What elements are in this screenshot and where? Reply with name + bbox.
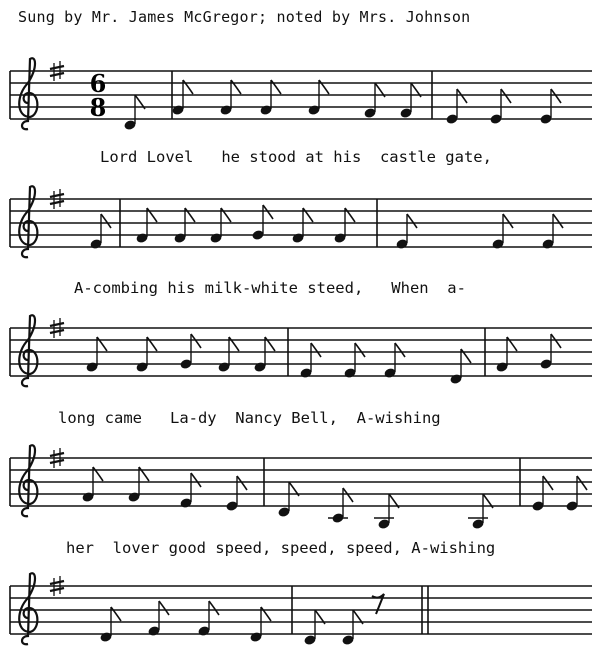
note-flag-4 <box>343 488 353 502</box>
sharp-icon-4 <box>50 460 64 463</box>
note-flag-1 <box>183 80 193 94</box>
note-flag-3 <box>551 334 561 348</box>
note-flag-4 <box>139 467 149 481</box>
note-flag-5 <box>111 607 121 621</box>
sharp-icon-3 <box>50 330 64 333</box>
sharp-icon-2 <box>50 194 64 197</box>
lyrics-line-3: long came La-dy Nancy Bell, A-wishing <box>58 409 441 427</box>
note-flag-2 <box>407 214 417 228</box>
note-flag-3 <box>229 337 239 351</box>
note-flag-4 <box>543 476 553 490</box>
source-credit: Sung by Mr. James McGregor; noted by Mrs. Johnson <box>18 8 471 26</box>
note-flag-2 <box>221 208 231 222</box>
lyrics-line-1: Lord Lovel he stood at his castle gate, <box>100 148 492 166</box>
note-flag-1 <box>457 89 467 103</box>
note-flag-2 <box>147 208 157 222</box>
note-flag-4 <box>577 476 587 490</box>
note-flag-3 <box>507 337 517 351</box>
note-flag-2 <box>345 208 355 222</box>
lyrics-line-2: A-combing his milk-white steed, When a- <box>74 279 466 297</box>
note-flag-3 <box>147 337 157 351</box>
note-flag-1 <box>501 89 511 103</box>
note-flag-3 <box>311 343 321 357</box>
time-signature-bottom: 8 <box>89 93 107 122</box>
note-flag-2 <box>503 214 513 228</box>
sharp-icon-1 <box>50 66 64 69</box>
eighth-rest-icon <box>372 594 384 614</box>
note-flag-3 <box>265 337 275 351</box>
note-flag-3 <box>395 343 405 357</box>
note-flag-3 <box>191 334 201 348</box>
sharp-icon-1 <box>50 73 64 76</box>
note-flag-3 <box>355 343 365 357</box>
note-flag-1 <box>551 89 561 103</box>
note-flag-3 <box>461 349 471 363</box>
note-flag-5 <box>261 607 271 621</box>
sharp-icon-5 <box>50 588 64 591</box>
note-flag-5 <box>209 601 219 615</box>
note-flag-4 <box>93 467 103 481</box>
note-flag-2 <box>185 208 195 222</box>
sharp-icon-2 <box>50 201 64 204</box>
sharp-icon-4 <box>50 453 64 456</box>
note-flag-1 <box>319 80 329 94</box>
lyrics-line-4: her lover good speed, speed, speed, A-wishing <box>66 539 496 557</box>
note-flag-4 <box>237 476 247 490</box>
note-flag-5 <box>159 601 169 615</box>
note-flag-4 <box>191 473 201 487</box>
note-flag-2 <box>553 214 563 228</box>
sharp-icon-5 <box>50 581 64 584</box>
sharp-icon-3 <box>50 323 64 326</box>
note-flag-2 <box>303 208 313 222</box>
note-flag-2 <box>263 205 273 219</box>
note-flag-3 <box>97 337 107 351</box>
note-flag-1 <box>271 80 281 94</box>
note-flag-2 <box>101 214 111 228</box>
note-flag-1 <box>231 80 241 94</box>
time-signature-top: 6 <box>89 69 107 98</box>
